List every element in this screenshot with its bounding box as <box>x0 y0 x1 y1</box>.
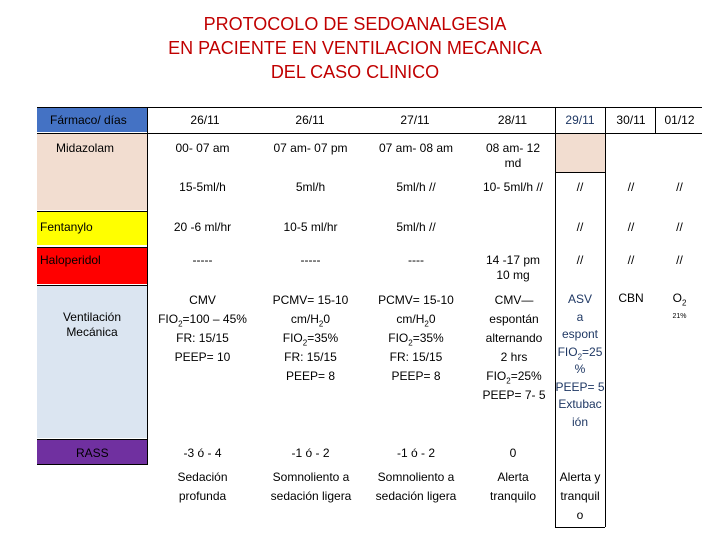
grid-line <box>555 172 605 173</box>
ventilacion-label-line-2: Mecánica <box>66 325 118 339</box>
date-29-11: 29/11 <box>565 113 595 127</box>
grid-line <box>555 527 605 528</box>
midazolam-label: Midazolam <box>56 141 115 155</box>
fentanylo-value-1: 20 -6 ml/hr <box>173 220 232 234</box>
ventilacion-cell-4: CMV— espontán alternando 2 hrs $FIO_2=25\%$ PEEP= 7- 5 <box>482 293 546 402</box>
midazolam-time-3: 07 am- 08 am <box>378 141 454 155</box>
ventilacion-label <box>37 310 147 340</box>
midazolam-rate-6: // <box>627 180 635 194</box>
midazolam-time-1: 00- 07 am <box>175 141 230 155</box>
rass-desc-4: Alerta tranquilo <box>489 470 537 503</box>
date-30-11: 30/11 <box>616 113 646 127</box>
ventilacion-label-line-1: Ventilación <box>62 310 122 324</box>
date-27-11: 27/11 <box>400 113 430 127</box>
grid-line <box>37 285 147 286</box>
haloperidol-label: Haloperidol <box>40 253 101 267</box>
ventilacion-cell-7: $O_2$ 21% <box>672 291 687 320</box>
haloperidol-value-2: ----- <box>300 253 321 267</box>
haloperidol-value-5: // <box>576 253 584 267</box>
title-line-3: DEL CASO CLINICO <box>270 62 440 82</box>
grid-line <box>605 107 606 527</box>
slide-title <box>0 12 710 84</box>
ventilacion-fill <box>37 286 147 438</box>
ventilacion-cell-6: CBN <box>618 291 644 305</box>
rass-value-1: -3 ó - 4 <box>183 446 222 460</box>
midazolam-rate-7: // <box>676 180 683 194</box>
date-26-11-a: 26/11 <box>190 113 220 127</box>
grid-line <box>37 133 702 134</box>
date-26-11-b: 26/11 <box>295 113 325 127</box>
ventilacion-cell-1: CMV $FIO_2=100 - 45\%$ FR: 15/15 PEEP= 10 <box>158 293 247 364</box>
rass-desc-5: Alerta y tranquil o <box>559 470 601 522</box>
fentanylo-value-2: 10-5 ml/hr <box>283 220 338 234</box>
haloperidol-value-7: // <box>676 253 683 267</box>
rass-value-3: -1 ó - 2 <box>396 446 435 460</box>
rass-value-2: -1 ó - 2 <box>291 446 330 460</box>
haloperidol-value-1: ----- <box>192 253 213 267</box>
ventilacion-cell-2: PCMV= 15-10 $cm/H_20$ $FIO_2=35\%$ FR: 15/15 PEEP= 8 <box>272 293 349 383</box>
grid-line <box>37 107 702 108</box>
grid-line <box>37 464 147 465</box>
rass-desc-3: Somnoliento a sedación ligera <box>375 470 457 503</box>
fentanylo-value-3: 5ml/h // <box>396 220 436 234</box>
header-label: Fármaco/ días <box>50 113 127 127</box>
fentanylo-value-7: // <box>676 220 683 234</box>
grid-line <box>37 211 147 212</box>
midazolam-time-2: 07 am- 07 pm <box>273 141 348 155</box>
haloperidol-value-6: // <box>627 253 635 267</box>
midazolam-rate-1: 15-5ml/h <box>179 180 226 194</box>
fentanylo-label: Fentanylo <box>40 220 93 234</box>
title-line-2: EN PACIENTE EN VENTILACION MECANICA <box>168 38 542 58</box>
grid-line <box>147 107 148 465</box>
rass-value-4: 0 <box>509 446 517 460</box>
ventilacion-cell-3: PCMV= 15-10 $cm/H_20$ $FIO_2=35\%$ FR: 15/15 PEEP= 8 <box>378 293 454 383</box>
midazolam-rate-2: 5ml/h <box>295 180 326 194</box>
midazolam-rate-5: // <box>576 180 584 194</box>
rass-label: RASS <box>76 446 109 460</box>
ventilacion-cell-5: ASV a espont $FIO_2=25$ % PEEP= 5 Extubac ión <box>555 292 605 429</box>
peach-fill-29-11 <box>555 134 605 172</box>
midazolam-rate-4: 10- 5ml/h // <box>482 180 544 194</box>
title-line-1: PROTOCOLO DE SEDOANALGESIA <box>203 14 507 34</box>
date-01-12: 01/12 <box>664 113 695 127</box>
rass-desc-2: Somnoliento a sedación ligera <box>270 470 352 503</box>
fentanylo-value-5: // <box>576 220 584 234</box>
rass-desc-1: Sedación profunda <box>177 470 228 503</box>
grid-line <box>37 439 147 440</box>
date-28-11: 28/11 <box>497 113 528 127</box>
grid-line <box>37 247 147 248</box>
midazolam-time-4: 08 am- 12 md <box>485 141 541 170</box>
fentanylo-value-6: // <box>627 220 635 234</box>
haloperidol-value-3: ---- <box>408 253 424 267</box>
midazolam-rate-3: 5ml/h // <box>396 180 436 194</box>
haloperidol-value-4: 14 -17 pm 10 mg <box>485 253 541 282</box>
